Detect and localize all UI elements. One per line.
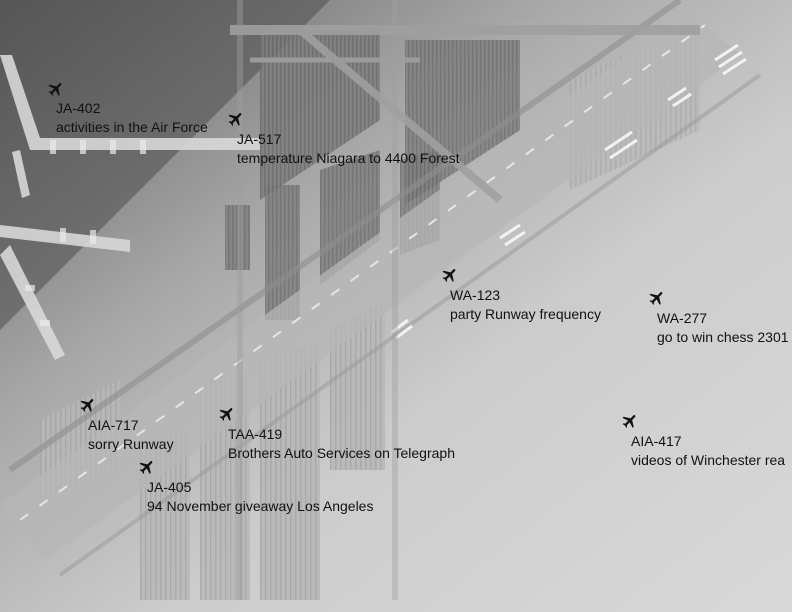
- flight-id: JA-402: [56, 100, 101, 116]
- flight-id: JA-517: [237, 131, 282, 147]
- flight-id: JA-405: [147, 479, 192, 495]
- flight-id: AIA-717: [88, 417, 139, 433]
- airplane-icon[interactable]: [138, 458, 156, 476]
- airplane-icon[interactable]: [648, 289, 666, 307]
- flight-message: party Runway frequency: [450, 306, 601, 322]
- airplane-icon[interactable]: [218, 405, 236, 423]
- flight-id: WA-277: [657, 310, 708, 326]
- flight-message: videos of Winchester rea: [631, 452, 786, 468]
- flight-message: go to win chess 2301: [657, 329, 789, 345]
- flight-id: WA-123: [450, 287, 501, 303]
- flight-message: sorry Runway: [88, 436, 174, 452]
- airplane-icon[interactable]: [621, 412, 639, 430]
- airplane-icon[interactable]: [47, 80, 65, 98]
- flight-id: AIA-417: [631, 433, 682, 449]
- flight-message: Brothers Auto Services on Telegraph: [228, 445, 455, 461]
- flight-message: 94 November giveaway Los Angeles: [147, 498, 374, 514]
- svg-text:· · · · · · · ·: · · · · · · · ·: [512, 14, 540, 20]
- airplane-icon[interactable]: [227, 110, 245, 128]
- airplane-icon[interactable]: [441, 266, 459, 284]
- airplane-icon[interactable]: [79, 396, 97, 414]
- flight-message: temperature Niagara to 4400 Forest: [237, 150, 460, 166]
- flight-id: TAA-419: [228, 426, 283, 442]
- flight-message: activities in the Air Force: [56, 119, 208, 135]
